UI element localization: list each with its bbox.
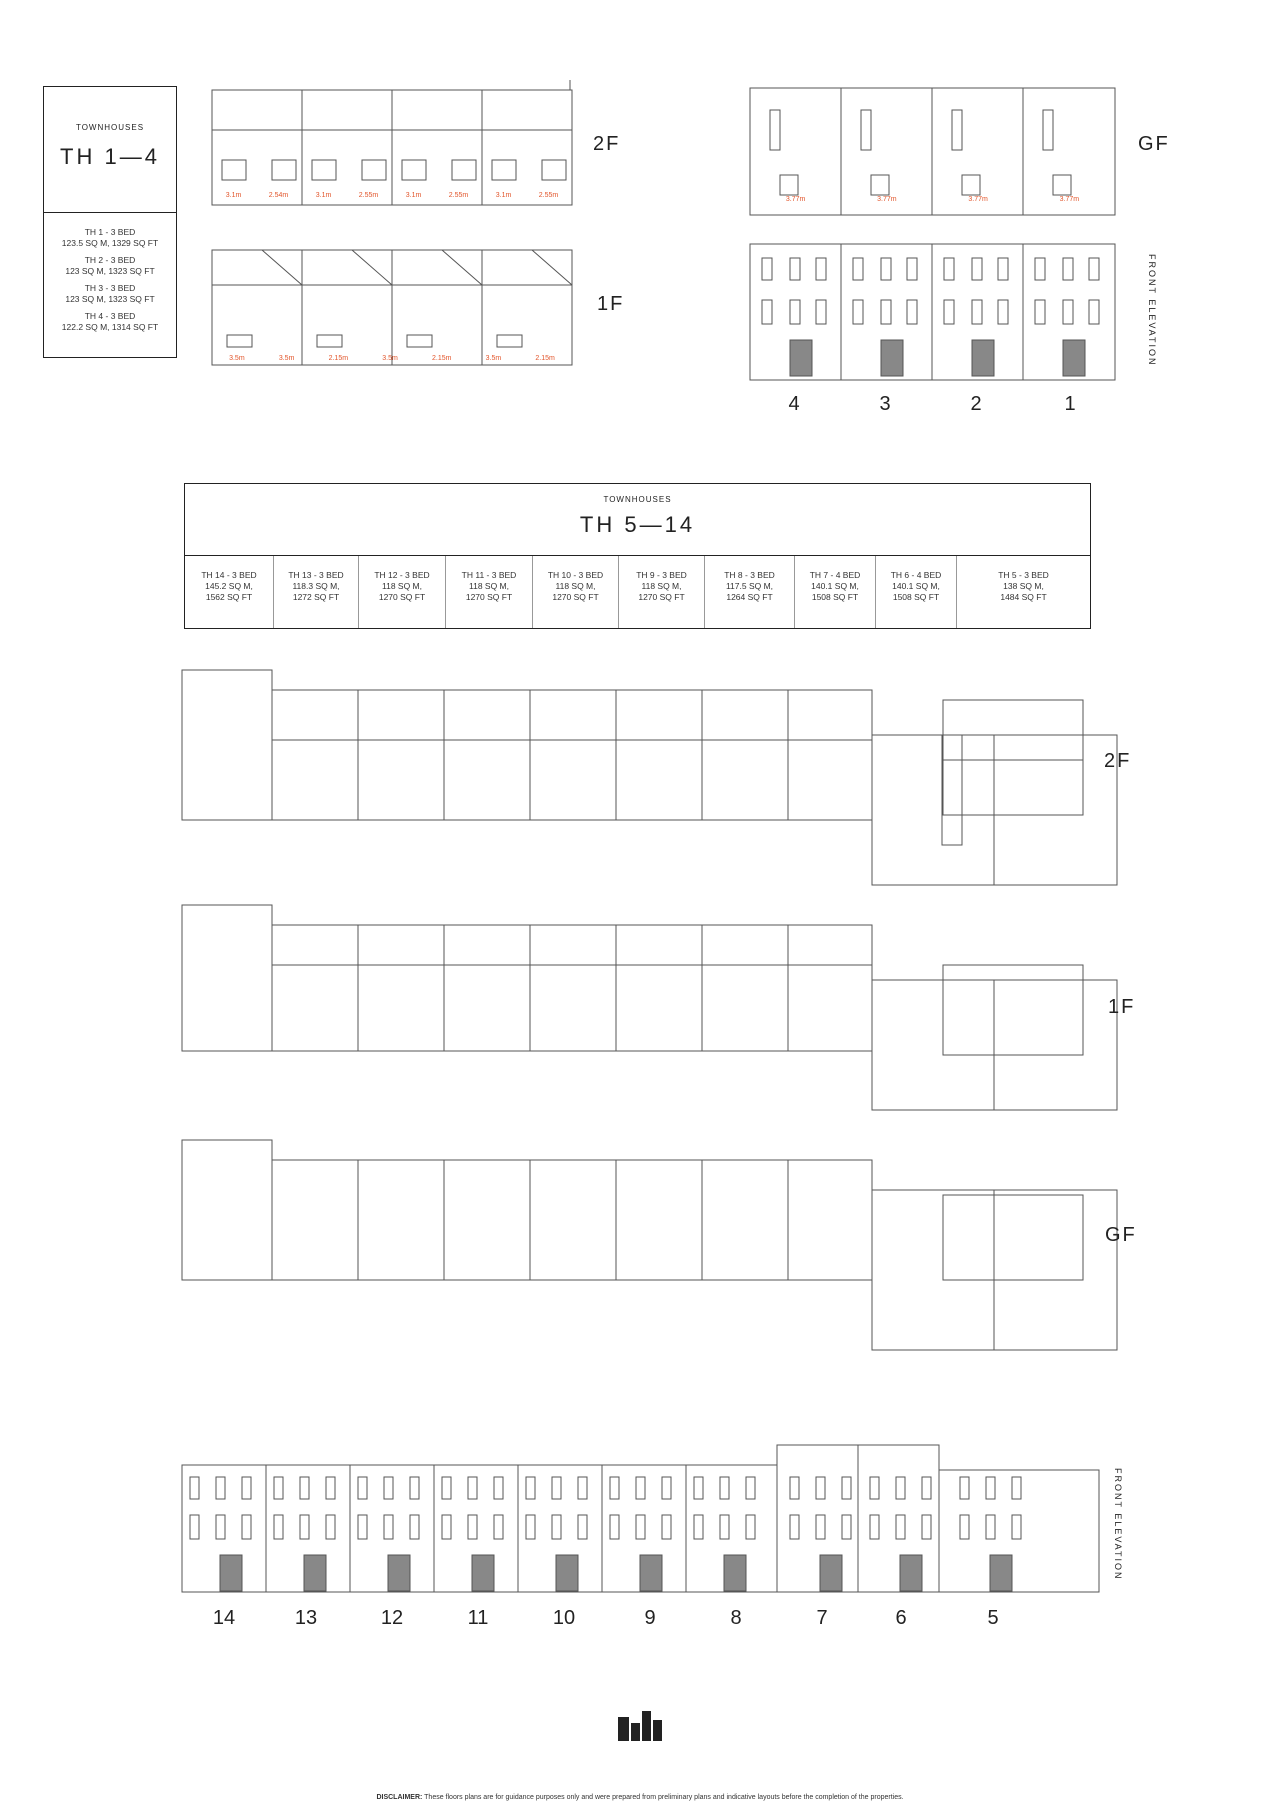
unit-name: TH 5 - 3 BED — [998, 570, 1049, 580]
unit-area-sqm: 118 SQ M, — [555, 581, 596, 591]
th13-elevation-number: 13 — [294, 1607, 318, 1629]
unit-area-sqm: 118.3 SQ M, — [292, 581, 340, 591]
disclaimer-text: These floors plans are for guidance purposes only and were prepared from preliminary plans and indicative layouts before the completion of the properties. — [424, 1794, 904, 1801]
disclaimer-label: DISCLAIMER: — [376, 1794, 423, 1801]
unit-name: TH 12 - 3 BED — [374, 570, 430, 580]
dim: 3.77m — [968, 196, 988, 203]
th5-14-2f-label: 2F — [1104, 750, 1132, 772]
th5-14-category: TOWNHOUSES — [603, 495, 672, 504]
th1-4-gf-label: GF — [1138, 133, 1170, 155]
th1-unit-area: 123.5 SQ M, 1329 SQ FT — [61, 238, 159, 248]
dim: 3.1m — [225, 192, 242, 199]
unit-area-sqft: 1270 SQ FT — [638, 592, 685, 602]
th1-elevation-number: 1 — [1064, 393, 1076, 415]
th5-14-front-elevation — [180, 1445, 1110, 1595]
unit-cell-th11 — [446, 556, 533, 628]
th3-unit-name: TH 3 - 3 BED — [84, 283, 136, 293]
unit-area-sqft: 1508 SQ FT — [811, 592, 859, 602]
unit-cell-th14 — [185, 556, 274, 628]
th4-elevation-number: 4 — [788, 393, 800, 415]
th11-elevation-number: 11 — [467, 1607, 489, 1629]
dim: 3.1m — [405, 192, 422, 199]
unit-name: TH 7 - 4 BED — [809, 570, 861, 580]
th5-14-1f-plan — [180, 905, 1090, 1115]
dim: 3.77m — [1059, 196, 1080, 203]
th1-4-2f-plan — [212, 80, 572, 210]
unit-area-sqft: 1484 SQ FT — [1000, 592, 1047, 602]
dim: 2.55m — [448, 192, 469, 199]
dim: 2.55m — [538, 192, 559, 199]
unit-area-sqft: 1270 SQ FT — [378, 592, 426, 602]
th2-elevation-number: 2 — [970, 393, 982, 415]
th5-elevation-number: 5 — [987, 1607, 999, 1629]
th1-4-title: TH 1—4 — [60, 144, 160, 169]
dim: 3.5m — [485, 355, 502, 362]
th2-unit-name: TH 2 - 3 BED — [84, 255, 136, 265]
dim: 3.1m — [315, 192, 332, 199]
unit-area-sqft: 1272 SQ FT — [292, 592, 340, 602]
th8-elevation-number: 8 — [730, 1607, 742, 1629]
th5-14-unit-row — [185, 556, 1090, 628]
unit-area-sqm: 118 SQ M, — [382, 581, 422, 591]
unit-area-sqft: 1264 SQ FT — [726, 592, 773, 602]
unit-area-sqm: 118 SQ M, — [641, 581, 682, 591]
unit-cell-th8 — [705, 556, 795, 628]
th5-14-gf-plan — [180, 1135, 1090, 1355]
unit-area-sqft: 1270 SQ FT — [552, 592, 599, 602]
th10-elevation-number: 10 — [552, 1607, 576, 1629]
unit-area-sqft: 1508 SQ FT — [892, 592, 940, 602]
dim: 3.5m — [382, 355, 398, 362]
th1-4-gf-plan — [750, 80, 1115, 210]
unit-cell-th6 — [876, 556, 957, 628]
th1-4-info-box — [43, 86, 177, 358]
unit-cell-th10 — [533, 556, 619, 628]
brand-logo — [618, 1711, 662, 1741]
unit-area-sqft: 1562 SQ FT — [205, 592, 253, 602]
th1-4-1f-dims — [212, 355, 572, 362]
unit-cell-th9 — [619, 556, 705, 628]
unit-area-sqm: 140.1 SQ M, — [811, 581, 859, 591]
dim: 3.1m — [495, 192, 512, 199]
unit-area-sqm: 140.1 SQ M, — [892, 581, 940, 591]
th4-unit-area: 122.2 SQ M, 1314 SQ FT — [61, 322, 159, 332]
th1-4-elevation-label: FRONT ELEVATION — [1147, 254, 1157, 367]
unit-name: TH 9 - 3 BED — [636, 570, 687, 580]
th5-14-elevation-label: FRONT ELEVATION — [1113, 1468, 1123, 1581]
unit-name: TH 10 - 3 BED — [547, 570, 604, 580]
th1-4-unit-list — [44, 227, 176, 333]
th5-14-1f-label: 1F — [1108, 996, 1136, 1018]
th1-4-2f-dims — [212, 192, 572, 199]
th1-4-2f-label: 2F — [593, 133, 621, 155]
th9-elevation-number: 9 — [644, 1607, 656, 1629]
dim: 2.15m — [328, 355, 349, 362]
th5-14-2f-plan — [180, 660, 1090, 890]
th12-elevation-number: 12 — [380, 1607, 404, 1629]
th3-elevation-number: 3 — [879, 393, 891, 415]
unit-name: TH 14 - 3 BED — [201, 570, 257, 580]
th2-unit-area: 123 SQ M, 1323 SQ FT — [65, 266, 155, 276]
unit-name: TH 11 - 3 BED — [461, 570, 517, 580]
th5-14-info-box — [184, 483, 1091, 629]
th3-unit-area: 123 SQ M, 1323 SQ FT — [65, 294, 155, 304]
dim: 2.55m — [358, 192, 379, 199]
dim: 2.15m — [432, 355, 452, 362]
unit-name: TH 13 - 3 BED — [288, 570, 344, 580]
dim: 3.77m — [877, 196, 897, 203]
dim: 3.77m — [785, 196, 806, 203]
unit-area-sqm: 117.5 SQ M, — [725, 581, 774, 591]
th14-elevation-number: 14 — [212, 1607, 236, 1629]
th4-unit-name: TH 4 - 3 BED — [84, 311, 136, 321]
th1-4-1f-label: 1F — [597, 293, 625, 315]
th7-elevation-number: 7 — [816, 1607, 828, 1629]
unit-name: TH 6 - 4 BED — [890, 570, 942, 580]
dim: 3.5m — [278, 355, 295, 362]
unit-area-sqft: 1270 SQ FT — [465, 592, 513, 602]
unit-area-sqm: 145.2 SQ M, — [205, 581, 253, 591]
dim: 2.15m — [535, 355, 555, 362]
th1-4-gf-dims — [750, 196, 1115, 203]
unit-name: TH 8 - 3 BED — [724, 570, 775, 580]
dim: 3.5m — [229, 355, 245, 362]
unit-cell-th12 — [359, 556, 446, 628]
unit-cell-th7 — [795, 556, 876, 628]
th5-14-gf-label: GF — [1105, 1224, 1137, 1246]
th5-14-title: TH 5—14 — [579, 512, 696, 537]
disclaimer — [0, 1794, 1280, 1801]
unit-area-sqm: 138 SQ M, — [1003, 581, 1044, 591]
th1-4-category: TOWNHOUSES — [75, 123, 145, 132]
th1-4-front-elevation — [750, 240, 1115, 380]
unit-cell-th13 — [274, 556, 359, 628]
dim: 2.54m — [268, 192, 289, 199]
unit-cell-th5 — [957, 556, 1090, 628]
th6-elevation-number: 6 — [895, 1607, 907, 1629]
unit-area-sqm: 118 SQ M, — [469, 581, 509, 591]
th1-unit-name: TH 1 - 3 BED — [84, 227, 136, 237]
th1-4-1f-plan — [212, 240, 572, 370]
